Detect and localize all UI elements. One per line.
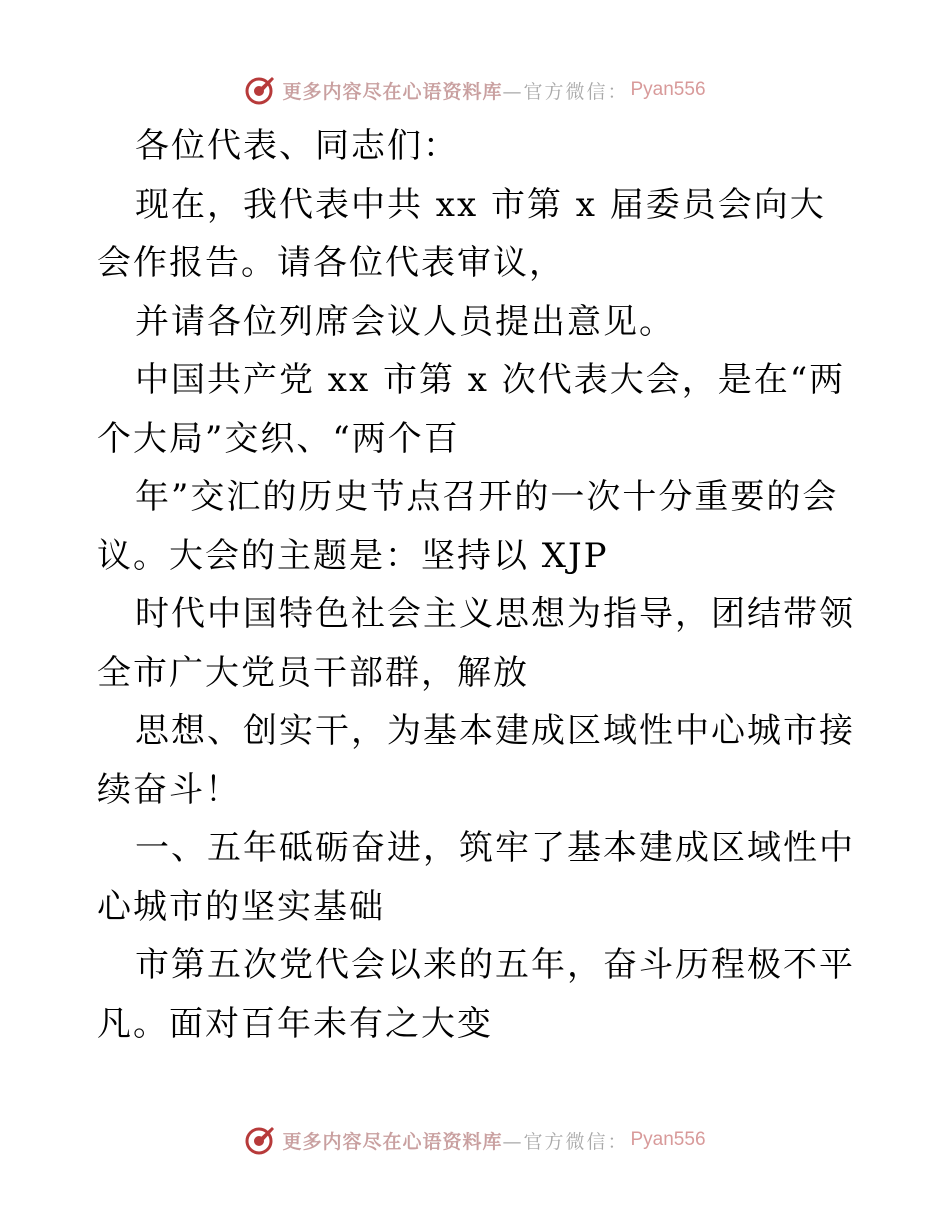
header-wechat-id: Pyan556 [630, 79, 706, 100]
footer-wechat-id: Pyan556 [630, 1129, 706, 1150]
document-body [97, 117, 857, 1053]
paragraph: 时代中国特色社会主义思想为指导，团结带领全市广大党员干部群，解放 [97, 594, 855, 693]
header-wechat-label: —官方微信： [502, 80, 629, 103]
logo-icon [244, 74, 276, 106]
section-heading: 一、五年砥砺奋进，筑牢了基本建成区域性中心城市的坚实基础 [97, 828, 855, 927]
footer-wechat-label: —官方微信： [502, 1130, 629, 1153]
paragraph: 中国共产党 xx 市第 x 次代表大会，是在“两个大局”交织、“两个百 [97, 360, 846, 459]
footer-site-text: 更多内容尽在心语资料库 [282, 1130, 503, 1153]
logo-icon [244, 1124, 276, 1156]
footer-banner [0, 1120, 950, 1160]
paragraph: 现在，我代表中共 xx 市第 x 届委员会向大会作报告。请各位代表审议， [97, 184, 826, 283]
paragraph: 市第五次党代会以来的五年，奋斗历程极不平凡。面对百年未有之大变 [97, 945, 855, 1044]
paragraph: 思想、创实干，为基本建成区域性中心城市接续奋斗！ [97, 711, 855, 810]
header-banner [0, 70, 950, 110]
salutation: 各位代表、同志们： [135, 126, 459, 166]
header-site-text: 更多内容尽在心语资料库 [282, 80, 503, 103]
paragraph: 年”交汇的历史节点召开的一次十分重要的会议。大会的主题是：坚持以 XJP [97, 477, 839, 576]
paragraph: 并请各位列席会议人员提出意见。 [135, 301, 675, 342]
